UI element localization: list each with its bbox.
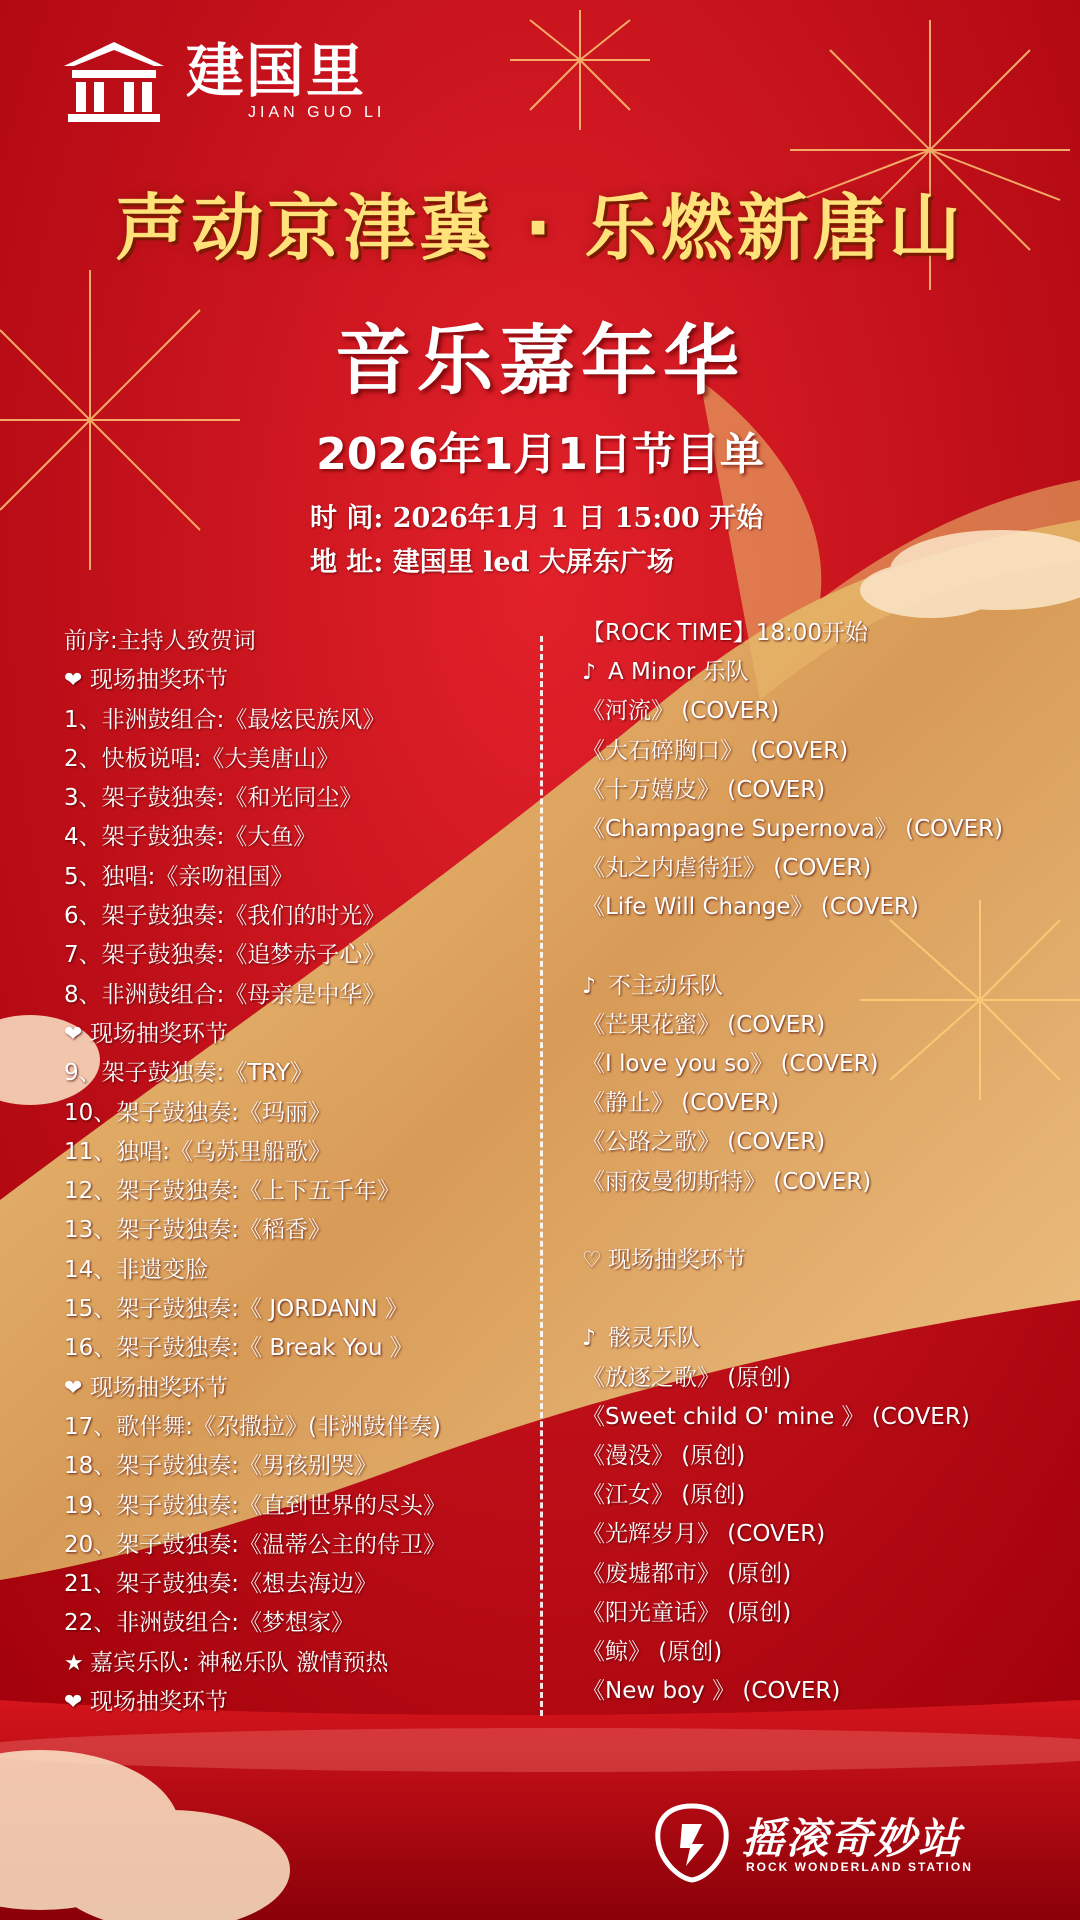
program-item-text: A Minor 乐队 [608, 659, 749, 686]
program-item [64, 858, 544, 897]
program-item [64, 779, 544, 818]
event-time: 时 间: 2026年1月 1 日 15:00 开始 [310, 503, 764, 534]
program-item-text: 7、架子鼓独奏:《追梦赤子心》 [64, 942, 386, 969]
program-item-text: 《Life Will Change》 (COVER) [582, 894, 919, 921]
program-item [64, 1408, 544, 1447]
program-item-text: 【ROCK TIME】18:00开始 [582, 620, 869, 646]
program-item-text: 《I love you so》 (COVER) [582, 1051, 879, 1078]
event-address: 地 址: 建国里 led 大屏东广场 [310, 547, 674, 578]
program-item [582, 1594, 1062, 1633]
program-item [582, 1515, 1062, 1554]
program-item [64, 1604, 544, 1643]
program-item [582, 1359, 1062, 1398]
jianguoli-logo [58, 36, 438, 126]
program-item-text: 1、非洲鼓组合:《最炫民族风》 [64, 706, 386, 733]
event-title: 声动京津冀 · 乐燃新唐山 [115, 186, 965, 270]
heart-icon: ❤ [64, 1021, 83, 1047]
heart-outline-icon: ♡ [582, 1248, 602, 1273]
program-item-text: 《十万嬉皮》 (COVER) [582, 776, 826, 803]
heart-icon: ❤ [64, 1375, 83, 1401]
program-item [64, 1054, 544, 1093]
program-item [64, 1329, 544, 1368]
program-item [64, 1094, 544, 1133]
program-item-text: 《雨夜曼彻斯特》 (COVER) [582, 1168, 872, 1195]
program-item [582, 1123, 1062, 1162]
program-item-text: 《鲸》 (原创) [582, 1638, 723, 1665]
program-item-text: 现场抽奖环节 [90, 667, 228, 694]
program-item [582, 1437, 1062, 1476]
program-item-text: 8、非洲鼓组合:《母亲是中华》 [64, 981, 386, 1008]
program-item [582, 1045, 1062, 1084]
program-item-text: 《静止》 (COVER) [582, 1090, 780, 1117]
program-item [582, 1398, 1062, 1437]
program-item [64, 1369, 544, 1408]
program-item-text: 17、歌伴舞:《尕撒拉》(非洲鼓伴奏) [64, 1413, 441, 1440]
program-item-text: 《Champagne Supernova》 (COVER) [582, 815, 1004, 842]
program-item [582, 1163, 1062, 1202]
program-item-text: 9、架子鼓独奏:《TRY》 [64, 1060, 313, 1087]
program-item-text: 现场抽奖环节 [608, 1247, 746, 1273]
program-item [582, 888, 1062, 927]
program-item [582, 810, 1062, 849]
program-item [64, 661, 544, 700]
program-item-text: 《光辉岁月》 (COVER) [582, 1521, 826, 1548]
program-item-text: 《New boy 》 (COVER) [582, 1678, 841, 1705]
program-item-text: 《江女》 (原创) [582, 1482, 746, 1509]
brand-english: ROCK WONDERLAND STATION [746, 1860, 973, 1874]
program-item-text: 15、架子鼓独奏:《 JORDANN 》 [64, 1296, 408, 1323]
program-item [64, 701, 544, 740]
column-divider [540, 636, 543, 1716]
program-item [64, 1644, 544, 1683]
program-item [582, 614, 1062, 653]
program-item [64, 1447, 544, 1486]
program-item [582, 771, 1062, 810]
program-item [64, 936, 544, 975]
program-item-text: 《Sweet child O' mine 》 (COVER) [582, 1403, 970, 1430]
program-item-text: 现场抽奖环节 [90, 1374, 228, 1401]
program-item [582, 849, 1062, 888]
program-item [582, 1280, 1062, 1319]
program-item [64, 1683, 544, 1722]
program-item-text: 嘉宾乐队: 神秘乐队 激情预热 [90, 1649, 389, 1676]
program-item [64, 897, 544, 936]
program-item [64, 622, 544, 661]
program-item-text: 《大石碎胸口》 (COVER) [582, 737, 849, 764]
program-item-text: 《公路之歌》 (COVER) [582, 1129, 826, 1156]
program-item-text: 19、架子鼓独奏:《直到世界的尽头》 [64, 1492, 447, 1519]
program-item-text: 《河流》 (COVER) [582, 698, 780, 725]
program-item [582, 1241, 1062, 1280]
program-item-text: 《废墟都市》 (原创) [582, 1560, 792, 1587]
program-item-text: 不主动乐队 [608, 972, 723, 999]
program-item [582, 653, 1062, 692]
program-item [64, 1211, 544, 1250]
music-note-icon: ♪ [582, 973, 597, 999]
program-item-text: 《放逐之歌》 (原创) [582, 1364, 792, 1391]
program-item-text: 6、架子鼓独奏:《我们的时光》 [64, 903, 386, 930]
program-item-text: 现场抽奖环节 [90, 1020, 228, 1047]
guitar-pick-logo-icon [652, 1800, 732, 1884]
logo-chinese: 建国里 [186, 37, 367, 105]
program-item [64, 1290, 544, 1329]
program-item [64, 1565, 544, 1604]
building-logo-icon [58, 36, 170, 124]
brand-chinese: 摇滚奇妙站 [742, 1814, 963, 1863]
program-item-text: 现场抽奖环节 [90, 1689, 228, 1716]
program-item [64, 818, 544, 857]
program-item-text: 3、架子鼓独奏:《和光同尘》 [64, 785, 363, 812]
program-item [582, 1672, 1062, 1711]
program-item-text: 2、快板说唱:《大美唐山》 [64, 745, 340, 772]
program-item-text: 13、架子鼓独奏:《稻香》 [64, 1217, 332, 1244]
program-item [582, 1084, 1062, 1123]
program-item [64, 1015, 544, 1054]
program-item-text: 21、架子鼓独奏:《想去海边》 [64, 1571, 378, 1598]
program-item [582, 1319, 1062, 1358]
program-item-text: 4、架子鼓独奏:《大鱼》 [64, 824, 317, 851]
program-item-text: 22、非洲鼓组合:《梦想家》 [64, 1610, 355, 1637]
program-item-text: 《阳光童话》 (原创) [582, 1599, 792, 1626]
program-item-text: 12、架子鼓独奏:《上下五千年》 [64, 1178, 401, 1205]
program-item-text: 14、非遗变脸 [64, 1256, 209, 1283]
program-item [582, 1555, 1062, 1594]
left-program-list [64, 622, 544, 1722]
program-item-text: 18、架子鼓独奏:《男孩别哭》 [64, 1453, 378, 1480]
program-item [582, 1006, 1062, 1045]
heart-icon: ❤ [64, 668, 83, 694]
logo-english: JIAN GUO LI [248, 104, 386, 121]
program-item [582, 692, 1062, 731]
program-item [64, 1172, 544, 1211]
program-item-text: 骸灵乐队 [608, 1325, 700, 1352]
program-item [582, 1476, 1062, 1515]
program-item [582, 1633, 1062, 1672]
program-item [582, 732, 1062, 771]
program-item [582, 1202, 1062, 1241]
program-item [64, 740, 544, 779]
program-title: 2026年1月1日节目单 [316, 429, 764, 480]
heart-icon: ❤ [64, 1690, 83, 1716]
program-item [64, 1487, 544, 1526]
event-subtitle: 音乐嘉年华 [335, 316, 745, 405]
right-program-list [582, 614, 1062, 1711]
program-item [64, 1526, 544, 1565]
program-item [582, 928, 1062, 967]
program-item [582, 967, 1062, 1006]
program-item [64, 976, 544, 1015]
program-item-text: 5、独唱:《亲吻祖国》 [64, 863, 294, 890]
program-item-text: 10、架子鼓独奏:《玛丽》 [64, 1099, 332, 1126]
program-item-text: 《芒果花蜜》 (COVER) [582, 1011, 826, 1038]
program-item-text: 20、架子鼓独奏:《温蒂公主的侍卫》 [64, 1531, 447, 1558]
program-item-text: 11、独唱:《乌苏里船歌》 [64, 1138, 332, 1165]
program-item-text: 前序:主持人致贺词 [64, 628, 256, 654]
star-icon: ★ [64, 1650, 84, 1676]
program-item-text: 《丸之内虐待狂》 (COVER) [582, 855, 872, 882]
program-item [64, 1133, 544, 1172]
rock-wonderland-logo [652, 1800, 1052, 1890]
program-item [64, 1251, 544, 1290]
program-item-text: 《漫没》 (原创) [582, 1442, 746, 1469]
music-note-icon: ♪ [582, 660, 597, 686]
program-item-text: 16、架子鼓独奏:《 Break You 》 [64, 1335, 413, 1362]
music-note-icon: ♪ [582, 1326, 597, 1352]
